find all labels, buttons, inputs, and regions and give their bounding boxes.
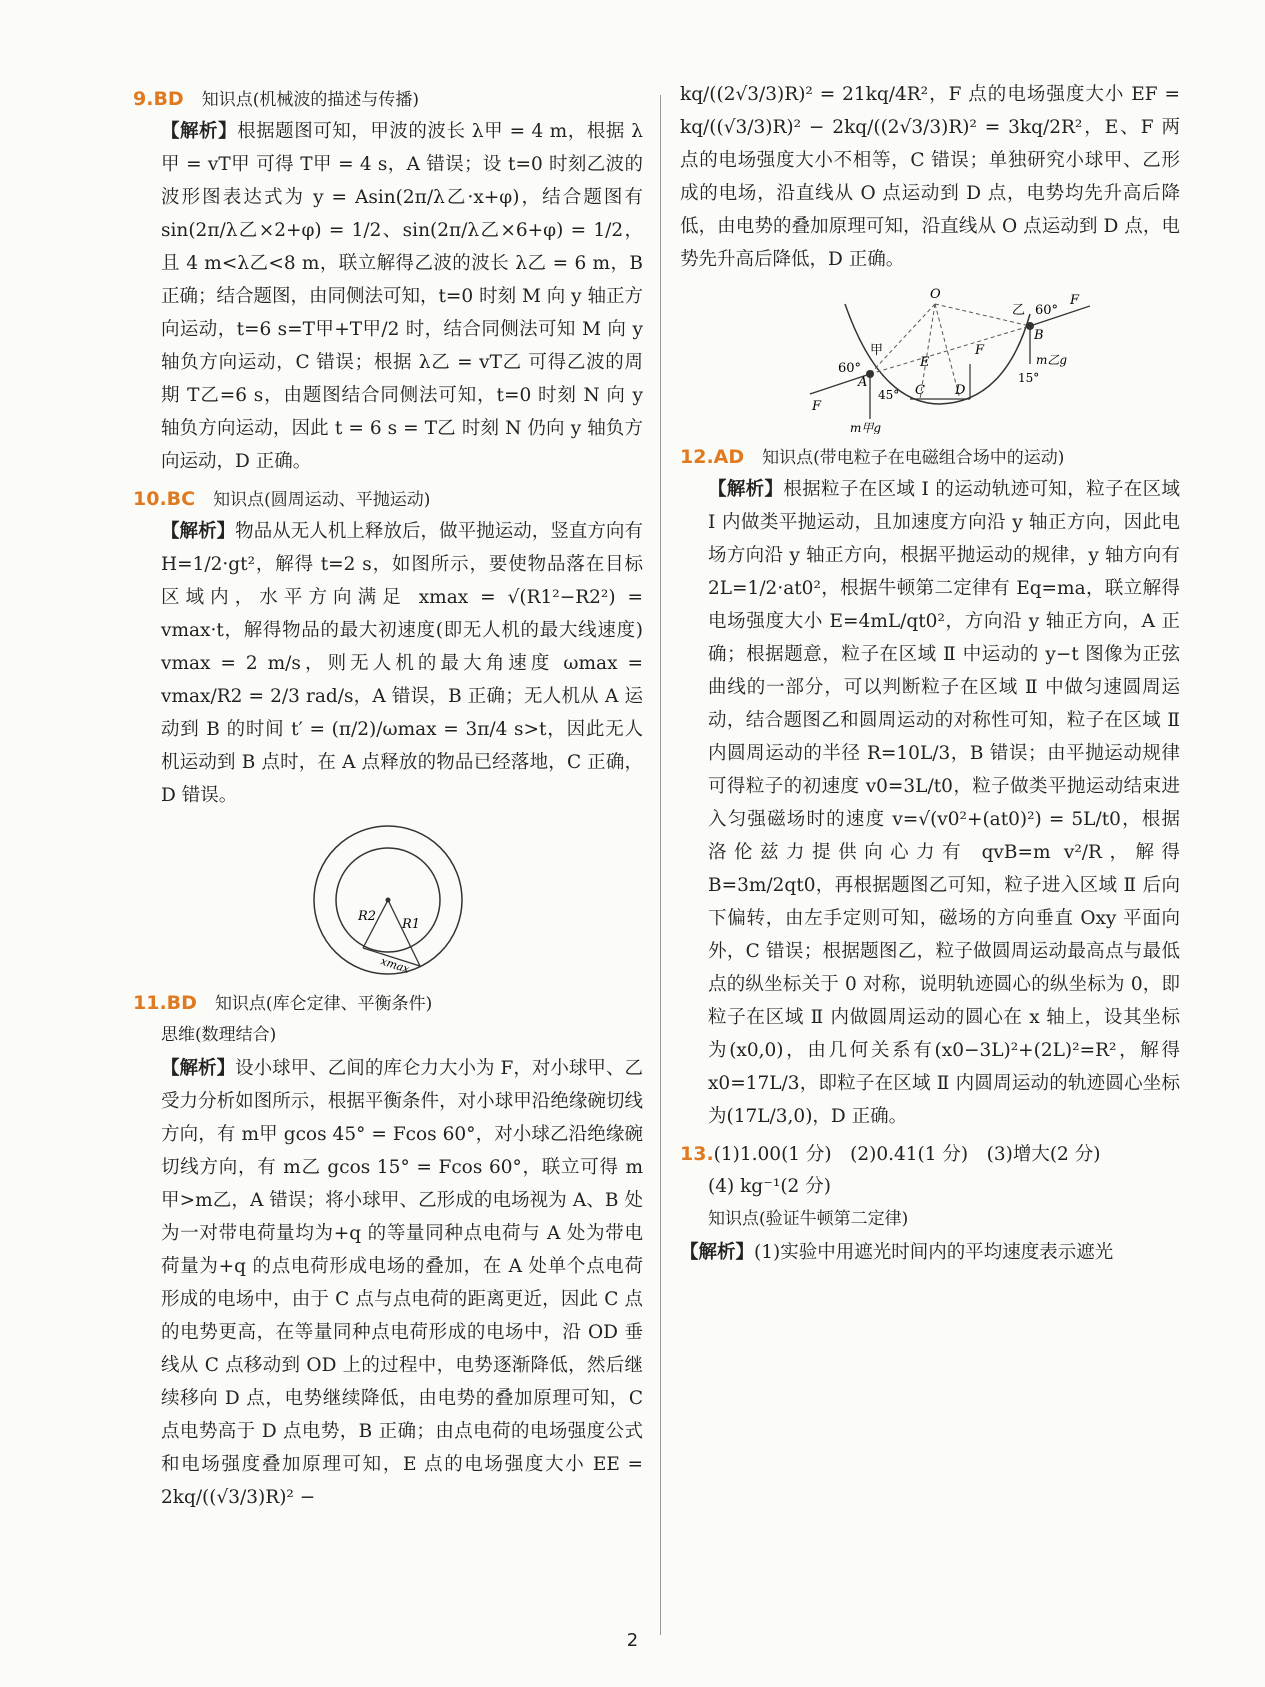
q11-number: 11.	[133, 992, 167, 1014]
q13-answers-line2: (4) kg⁻¹(2 分)	[708, 1176, 831, 1197]
q9-analysis	[133, 115, 643, 478]
q9-knowledge: 知识点(机械波的描述与传播)	[201, 90, 419, 110]
q12-tag: 【解析】	[708, 479, 784, 500]
q9-header	[133, 84, 643, 115]
q11-header	[133, 988, 643, 1019]
label-jia: 甲	[870, 343, 884, 358]
q13-answers: (1)1.00(1 分) (2)0.41(1 分) (3)增大(2 分)	[713, 1144, 1101, 1165]
label-e: E	[920, 355, 930, 370]
q12-analysis	[680, 473, 1180, 1133]
label-xmax: xmax	[379, 954, 412, 976]
label-yi: 乙	[1012, 303, 1026, 318]
label-r1: R1	[402, 917, 421, 932]
q13-header	[680, 1139, 1180, 1170]
label-d: D	[955, 383, 966, 398]
left-column	[133, 78, 643, 1514]
q9-answer: BD	[153, 88, 184, 110]
q10-analysis	[133, 515, 643, 812]
label-f-b: F	[1070, 293, 1080, 308]
q11-analysis	[133, 1052, 643, 1514]
label-myi-g: m乙g	[1036, 353, 1068, 367]
r1-line	[388, 900, 420, 966]
label-f-point: F	[975, 343, 985, 358]
label-15: 15°	[1018, 371, 1040, 385]
q13-knowledge: 知识点(验证牛顿第二定律)	[708, 1209, 909, 1229]
q12-header	[680, 442, 1180, 473]
q11-text: 设小球甲、乙间的库仑力大小为 F，对小球甲、乙受力分析如图所示，根据平衡条件，对小球甲沿绝缘碗切线方向，有 m甲 gcos 45° = Fcos 60°，对小球乙沿绝缘碗切线方向，有 m乙 gcos 15° = Fcos 60°，联立可得 m甲>m乙，A 错误；将小球甲、乙形成的电场视为 A、B 处为一对带电荷量均为+q 的等量同种点电荷与 A 处为带电荷量为+q 的点电荷形成电场的叠加，在 A 处单个点电荷形成的电场中，由于 C 点与点电荷的距离更近，因此 C 点的电势更高，在等量同种点电荷形成的电场中，沿 OD 垂线从 C 点移动到 OD 上的过程中，电势逐渐降低，然后继续移向 D 点，电势继续降低，由电势的叠加原理可知，C 点电势高于 D 点电势，B 正确；由点电荷的电场强度公式和电场强度叠加原理可知，E 点的电场强度大小 EE = 2kq/((√3/3)R)² −	[161, 1058, 643, 1508]
column-divider	[660, 95, 661, 1635]
ball-yi	[1026, 322, 1034, 330]
q12-knowledge: 知识点(带电粒子在电磁组合场中的运动)	[762, 448, 1065, 468]
q12-text: 根据粒子在区域 Ⅰ 的运动轨迹可知，粒子在区域 Ⅰ 内做类平抛运动，且加速度方向沿 y 轴正方向，因此电场方向沿 y 轴正方向，根据平抛运动的规律，y 轴方向有 2L=1/2·at0²，根据牛顿第二定律有 Eq=ma，联立解得电场强度大小 E=4mL/qt0²，方向沿 y 轴正方向，A 正确；根据题意，粒子在区域 Ⅱ 中运动的 y−t 图像为正弦曲线的一部分，可以判断粒子在区域 Ⅱ 中做匀速圆周运动，结合题图乙和圆周运动的对称性可知，粒子在区域 Ⅱ 内圆周运动的半径 R=10L/3，B 错误；由平抛运动规律可得粒子的初速度 v0=3L/t0，粒子做类平抛运动结束进入匀强磁场时的速度 v=√(v0²+(at0)²) = 5L/t0，根据洛伦兹力提供向心力有 qvB=m v²/R，解得 B=3m/2qt0，再根据题图乙可知，粒子进入区域 Ⅱ 后向下偏转，由左手定则可知，磁场的方向垂直 Oxy 平面向外，C 错误；根据题图乙，粒子做圆周运动最高点与最低点的纵坐标关于 0 对称，说明轨迹圆心的纵坐标为 0，即粒子在区域 Ⅱ 内做圆周运动的圆心在 x 轴上，设其坐标为(x0,0)，由几何关系有(x0−3L)²+(2L)²=R²，解得 x0=17L/3，即粒子在区域 Ⅱ 内圆周运动的轨迹圆心坐标为(17L/3,0)，D 正确。	[708, 479, 1180, 1127]
label-r2: R2	[358, 909, 377, 924]
q13-analysis	[680, 1236, 1180, 1269]
q10-tag: 【解析】	[161, 521, 236, 542]
q13-tag: 【解析】	[680, 1242, 755, 1263]
q11-knowledge: 知识点(库仑定律、平衡条件)	[214, 994, 433, 1014]
label-a: A	[858, 375, 868, 390]
q10-text: 物品从无人机上释放后，做平抛运动，竖直方向有 H=1/2·gt²，解得 t=2 s，如图所示，要使物品落在目标区域内，水平方向满足 xmax = √(R1²−R2²) = vmax·t，解得物品的最大初速度(即无人机的最大线速度) vmax = 2 m/s，则无人机的最大角速度 ωmax = vmax/R2 = 2/3 rad/s，A 错误，B 正确；无人机从 A 运动到 B 的时间 t′ = (π/2)/ωmax = 3π/4 s>t，因此无人机运动到 B 点时，在 A 点释放的物品已经落地，C 正确，D 错误。	[161, 521, 643, 806]
label-o: O	[930, 287, 941, 302]
r2-line	[363, 900, 388, 948]
page-number: 2	[626, 1630, 639, 1651]
right-column	[680, 78, 1180, 1269]
label-f-a: F	[812, 399, 822, 414]
q9-tag: 【解析】	[161, 121, 238, 142]
q13-number: 13.	[680, 1143, 714, 1165]
label-c: C	[915, 383, 925, 398]
q11-thinking: 思维(数理结合)	[161, 1025, 277, 1045]
q9-text: 根据题图可知，甲波的波长 λ甲 = 4 m，根据 λ甲 = vT甲 可得 T甲 = 4 s，A 错误；设 t=0 时刻乙波的波形图表达式为 y = Asin(2π/λ乙·x+φ)，结合题图有 sin(2π/λ乙×2+φ) = 1/2、sin(2π/λ乙×6+φ) = 1/2，且 4 m<λ乙<8 m，联立解得乙波的波长 λ乙 = 6 m，B 正确；结合题图，由同侧法可知，t=0 时刻 M 向 y 轴正方向运动，t=6 s=T甲+T甲/2 时，结合同侧法可知 M 向 y 轴负方向运动，C 错误；根据 λ乙 = vT乙 可得乙波的周期 T乙=6 s，由题图结合同侧法可知，t=0 时刻 N 向 y 轴负方向运动，因此 t = 6 s = T乙 时刻 N 仍向 y 轴负方向运动，D 正确。	[161, 121, 644, 472]
q11-answer: BD	[166, 992, 197, 1014]
q11-bowl-diagram	[770, 284, 1090, 434]
q10-knowledge: 知识点(圆周运动、平抛运动)	[213, 490, 431, 510]
q11-tag: 【解析】	[161, 1058, 236, 1079]
q12-number: 12.	[680, 446, 714, 468]
q10-circle-diagram	[308, 820, 468, 980]
label-b: B	[1034, 328, 1044, 343]
q10-header	[133, 484, 643, 515]
q11-continuation: kq/((2√3/3)R)² = 21kq/4R²，F 点的电场强度大小 EF = kq/((√3/3)R)² − 2kq/((2√3/3)R)² = 3kq/2R²，E、F 两点的电场强度大小不相等，C 错误；单独研究小球甲、乙形成的电场，沿直线从 O 点运动到 D 点，电势均先升高后降低，由电势的叠加原理可知，沿直线从 O 点运动到 D 点，电势先升高后降低，D 正确。	[680, 84, 1180, 270]
label-45: 45°	[878, 388, 900, 402]
q9-number: 9.	[133, 88, 154, 110]
q12-answer: AD	[713, 446, 745, 468]
q10-answer: BC	[166, 488, 196, 510]
label-mjia-g: m甲g	[850, 421, 882, 434]
q13-text: (1)实验中用遮光时间内的平均速度表示遮光	[754, 1242, 1114, 1263]
q10-number: 10.	[133, 488, 167, 510]
label-60-a: 60°	[838, 361, 862, 376]
label-60-b: 60°	[1035, 303, 1059, 318]
